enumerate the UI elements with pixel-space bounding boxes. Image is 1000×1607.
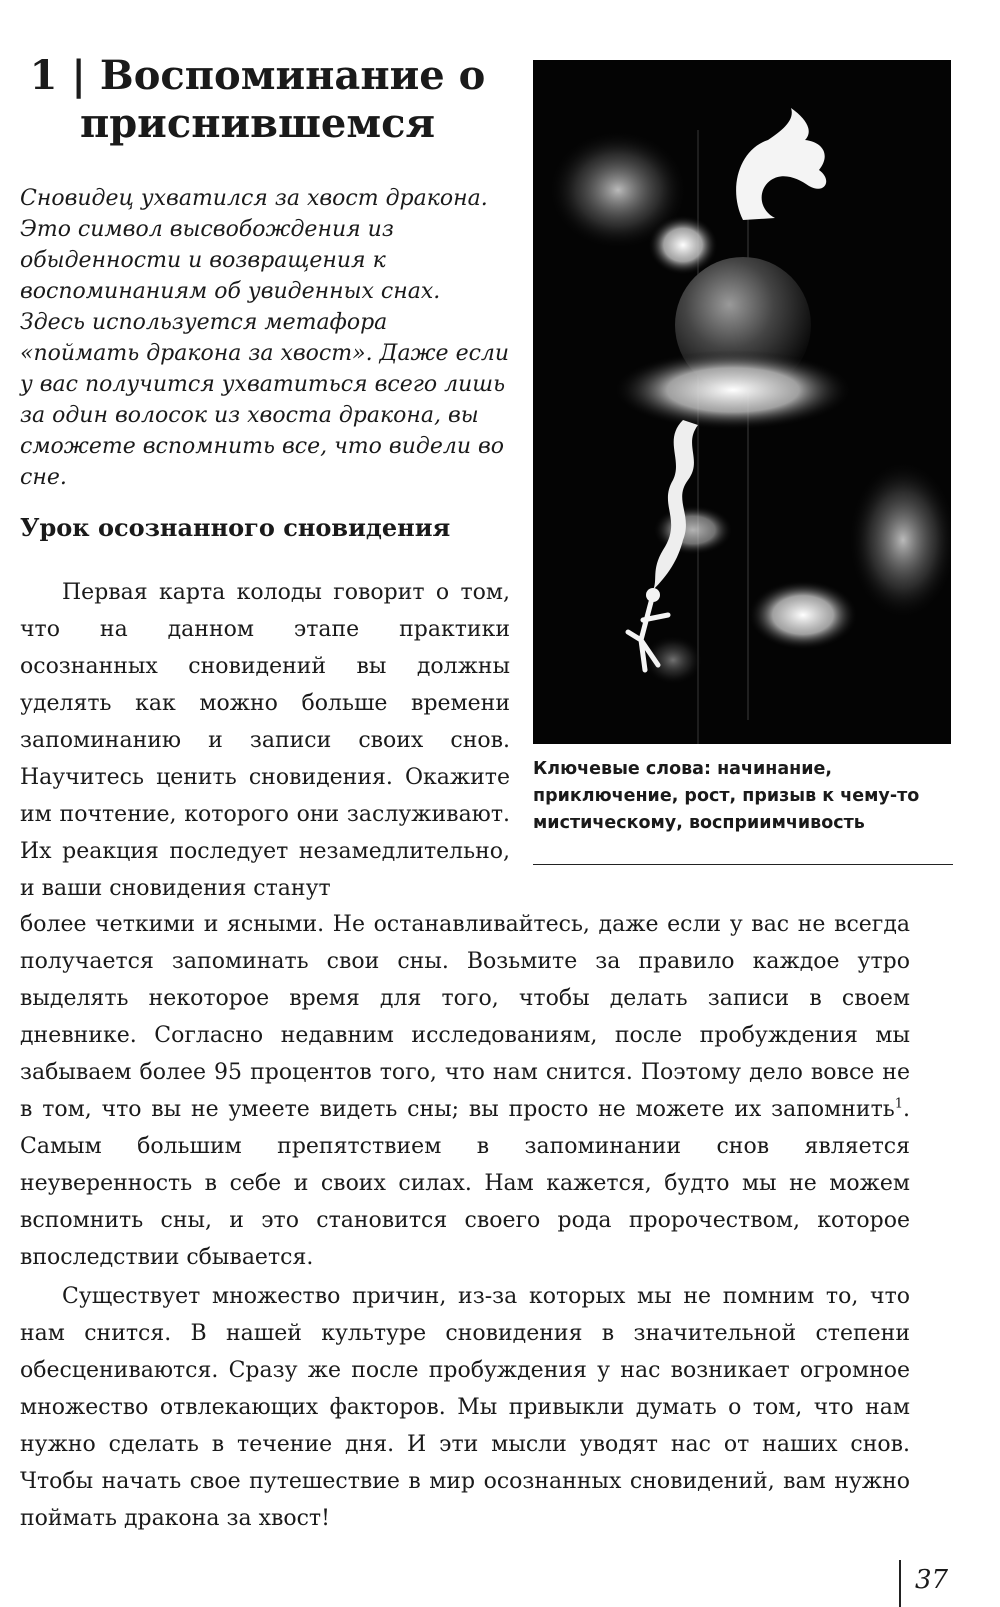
section-heading: Урок осознанного сновидения bbox=[20, 513, 451, 542]
page-number-divider bbox=[899, 1560, 901, 1607]
body-paragraph-2 bbox=[20, 1278, 910, 1537]
intro-paragraph: Сновидец ухватился за хвост дракона. Это символ высвобождения из обыденности и возвращения к воспоминаниям об увиденных снах. Здесь используется метафора «поймать дракона за хвост». Даже если у вас получится ухватиться всего лишь за один волосок из хвоста дракона, вы сможете вспомнить все, что видели во сне. bbox=[20, 186, 510, 490]
body-paragraph-1-text: Первая карта колоды говорит о том, что на данном этапе практики осознанных сновидений вы должны уделять как можно больше времени запоминанию и записи своих снов. Научитесь ценить сновидения. Окажите им почтение, которого они заслуживают. Их реакция последует незамедлительно, и ваши сновидения станут bbox=[20, 580, 510, 901]
dreamer-head bbox=[646, 588, 660, 602]
body-paragraph-1-continued bbox=[20, 906, 910, 1276]
card-caption-keywords: Ключевые слова: начинание, приключение, рост, призыв к чему-то мистическому, восприимчивость bbox=[533, 759, 920, 833]
dragon-card-illustration bbox=[533, 60, 951, 744]
page-number: 37 bbox=[915, 1565, 949, 1595]
chapter-title: 1 | Воспоминание о приснившемся bbox=[29, 52, 486, 147]
body-paragraph-1 bbox=[20, 574, 510, 907]
body-paragraph-1-text-cont: более четкими и ясными. Не останавливайтесь, даже если у вас не всегда получается запоминать свои сны. Возьмите за правило каждое утро выделять некоторое время для того, чтобы делать записи в своем дневнике. Согласно недавним исследованиям, после пробуждения мы забываем более 95 процентов того, что нам снится. Поэтому дело вовсе не в том, что вы не умеете видеть сны; вы просто не можете их запомнить bbox=[20, 912, 910, 1122]
caption-divider bbox=[533, 864, 953, 865]
cloud-right bbox=[748, 580, 858, 650]
body-paragraph-2-text: Существует множество причин, из-за которых мы не помним то, что нам снится. В нашей культуре сновидения в значительной степени обесцениваются. Сразу же после пробуждения у нас возникает огромное множество отвлекающих факторов. Мы привыкли думать о том, что нам нужно сделать в течение дня. И эти мысли уводят нас от наших снов. Чтобы начать свое путешествие в мир осознанных сновидений, вам нужно поймать дракона за хвост! bbox=[20, 1284, 910, 1531]
dragon-card-art bbox=[533, 60, 951, 744]
cloud-upper bbox=[648, 215, 718, 275]
footnote-marker[interactable]: 1 bbox=[894, 1096, 903, 1112]
cloud-middle bbox=[613, 350, 853, 430]
body-paragraph-1-text-end: . Самым большим препятствием в запоминании снов является неуверенность в себе и своих силах. Нам кажется, будто мы не можем вспомнить сны, и это становится своего рода пророчеством, которое впоследствии сбывается. bbox=[20, 1097, 910, 1270]
